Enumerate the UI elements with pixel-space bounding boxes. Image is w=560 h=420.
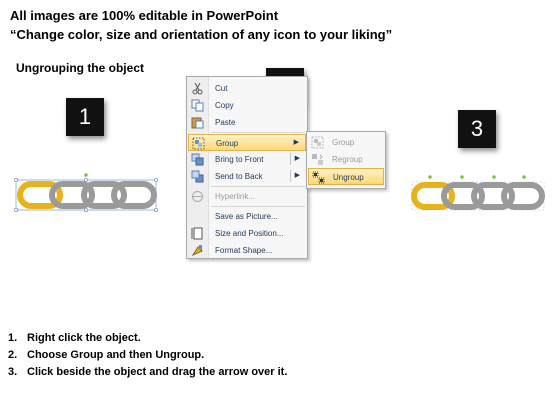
selection-handle (154, 178, 157, 181)
menu-item-label: Size and Position... (215, 229, 284, 238)
menu-item-send-to-back[interactable] (188, 168, 306, 185)
ungroup-icon (312, 171, 325, 184)
menu-item-label: Cut (215, 84, 228, 93)
menu-item-label: Format Shape... (215, 246, 273, 255)
selection-handle (14, 178, 17, 181)
selection-handle (84, 178, 87, 181)
menu-item-label: Bring to Front (215, 155, 264, 164)
chain-object-ungrouped[interactable] (408, 172, 550, 214)
step-text: Right click the object. (27, 332, 141, 344)
group-icon (311, 136, 324, 149)
chain-link (114, 184, 154, 206)
format-shape-icon (191, 244, 204, 257)
rotate-handle (460, 175, 464, 179)
instruction-list (8, 332, 287, 383)
group-icon (192, 137, 205, 150)
menu-item-paste[interactable] (188, 114, 306, 131)
section-subtitle: Ungrouping the object (16, 61, 144, 75)
menu-item-label: Copy (215, 101, 234, 110)
step-text: Choose Group and then Ungroup. (27, 349, 205, 361)
step-box-1: 1 (66, 98, 104, 136)
regroup-icon (311, 153, 324, 166)
step-number: 2. (8, 349, 18, 361)
menu-item-label: Hyperlink... (215, 192, 256, 201)
menu-item-size-and-position[interactable] (188, 225, 306, 242)
selection-handle (14, 208, 17, 211)
menu-item-label: Group (332, 138, 355, 147)
menu-item-label: Save as Picture... (215, 212, 278, 221)
bring-to-front-icon (191, 153, 204, 166)
context-menu (186, 76, 308, 259)
instruction-step-1 (8, 332, 287, 349)
menu-item-label: Regroup (332, 155, 363, 164)
rotate-handle (492, 175, 496, 179)
group-submenu (306, 131, 386, 189)
menu-item-bring-to-front[interactable] (188, 151, 306, 168)
submenu-item-group[interactable] (308, 134, 384, 151)
submenu-arrow-icon: ▶ (293, 139, 299, 146)
menu-separator (211, 132, 305, 133)
menu-item-group[interactable] (188, 134, 306, 151)
paste-icon (191, 116, 204, 129)
menu-separator (211, 186, 305, 187)
submenu-item-regroup[interactable] (308, 151, 384, 168)
instruction-step-3 (8, 366, 287, 383)
step-text: Click beside the object and drag the arrow over it. (27, 366, 288, 378)
hyperlink-icon (191, 190, 204, 203)
send-to-back-icon (191, 170, 204, 183)
selection-handle (84, 208, 87, 211)
copy-icon (191, 99, 204, 112)
menu-item-copy[interactable] (188, 97, 306, 114)
menu-item-cut[interactable] (188, 80, 306, 97)
menu-item-label: Paste (215, 118, 236, 127)
step-box-3: 3 (458, 110, 496, 148)
rotate-handle (428, 175, 432, 179)
submenu-divider (290, 170, 291, 182)
submenu-arrow-icon: ▶ (294, 155, 300, 162)
step-number: 1. (8, 332, 18, 344)
selection-handle (154, 208, 157, 211)
menu-item-format-shape[interactable] (188, 242, 306, 259)
menu-item-label: Group (216, 139, 239, 148)
header-line-1: All images are 100% editable in PowerPoint (10, 8, 279, 23)
instruction-step-2 (8, 349, 287, 366)
rotate-handle (84, 173, 88, 177)
rotate-handle (522, 175, 526, 179)
scissors-icon (191, 82, 204, 95)
menu-separator (211, 206, 305, 207)
step-number: 3. (8, 366, 18, 378)
chain-object-grouped[interactable] (14, 172, 159, 214)
menu-item-save-as-picture[interactable] (188, 208, 306, 225)
menu-item-label: Ungroup (333, 173, 364, 182)
menu-item-hyperlink[interactable] (188, 188, 306, 205)
size-position-icon (191, 227, 204, 240)
menu-item-label: Send to Back (215, 172, 263, 181)
submenu-item-ungroup[interactable] (308, 168, 384, 185)
header-line-2: “Change color, size and orientation of any icon to your liking” (10, 27, 393, 42)
submenu-arrow-icon: ▶ (294, 172, 300, 179)
submenu-divider (290, 153, 291, 165)
